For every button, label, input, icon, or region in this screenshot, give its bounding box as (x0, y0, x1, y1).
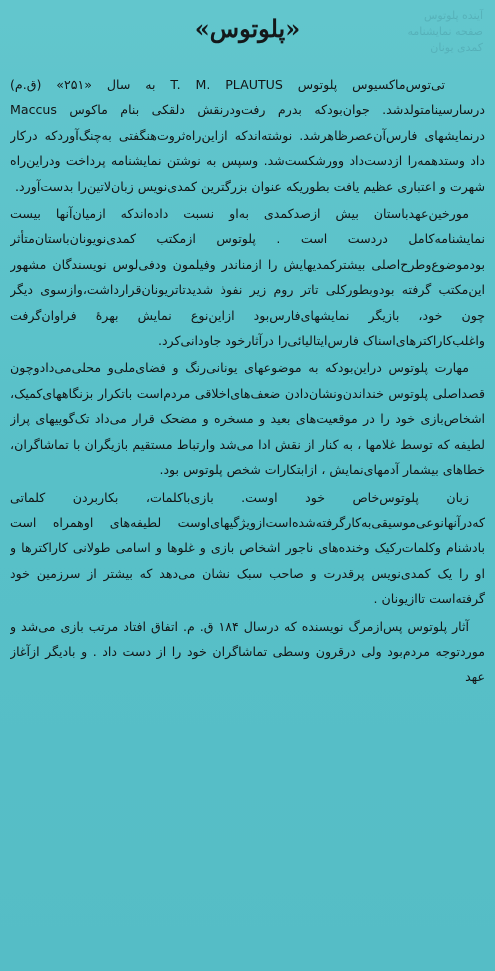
paragraph-4: زبان پلوتوس‌خاص خود اوست. بازی‌باکلمات، بکاربردن کلماتی که‌درآنهانوعی‌موسیقی‌به‌کارگرفته‌شده‌است‌ازویژگیهای‌اوست لطیفه‌های اوهمراه است بادشنام وکلمات‌رکیک وخنده‌های ناجور اشخاص بازی و غلوها و اسامی طولانی کاراکترها و او را یک کمدی‌نویس پرقدرت و صاحب سبک نشان می‌دهد که بیشتر از سرزمین خود گرفته‌است تاازیونان . (10, 489, 485, 607)
paragraph-5: آثار پلوتوس پس‌ازمرگ نویسنده که درسال ۱۸۴ ق. م. اتفاق افتاد مرتب بازی می‌شد و موردتوجه مردم‌بود ولی درقرون وسطی تماشاگران خود را از دست داد . و بادیگر ازآغاز عهد (10, 618, 485, 685)
paragraph-3: مهارت پلوتوس دراین‌بودکه به موضوعهای یونانی‌رنگ و فضای‌ملی‌و محلی‌می‌دادوچون قصداصلی پلوتوس خنداندن‌ونشان‌دادن ضعف‌های‌اخلاقی مردم‌است باتکرار بزنگاههای‌کمیک، اشخاص‌بازی خود را در موقعیت‌های بعید و مسخره و مضحک قرار می‌داد تک‌گوییهای پراز لطیفه که توسط غلامها ، به کنار از نقش ادا می‌شد وارتباط مستقیم بازیگران با تماشاگران، خطاهای بیشمار آدمهای‌نمایش ، ازابتکارات شخص پلوتوس بود. (10, 360, 485, 478)
paragraph-2: مورخین‌عهدباستان بیش ازصدکمدی به‌او نسبت داده‌اندکه ازمیان‌آنها بیست نمایشنامه‌کامل دردست است . پلوتوس ازمکتب کمدی‌نو‌یونان‌باستان‌متأثر بودموضوع‌وطرح‌اصلی بیشترکمدیهایش را ازمناندر وفیلمون ودفی‌لوس نویسندگان مشهور این‌مکتب گرفته بودوبطورکلی تاتر روم زیر نفوذ شدیدتاتریونان‌قرارداشت،وازسوی دیگر چون خود، بازیگر نمایشهای‌فارس‌بود ازاین‌نوع نمایش بهرهٔ فراوان‌گرفت واغلب‌کاراکترهای‌اسناک فارس‌ایتالیائی‌را درآثارخود جاودانی‌کرد. (10, 206, 485, 349)
article-body (10, 72, 485, 967)
paragraph-1: تی‌توس‌ماکسیوس پلوتوس T. M. PLAUTUS به سال «۲۵۱» (ق.م) درسارسینامتولدشد. جوان‌بودکه بدرم رفت‌ودرنقش دلقکی بنام ماکوس Maccus درنمایشهای فارس‌آن‌عصرظاهرشد. نوشته‌اندکه ازاین‌راه‌ثروت‌هنگفتی به‌چنگ‌آوردکه درکار داد وستدهمه‌را ازدست‌داد وورشکست‌شد. وسپس به نوشتن نمایشنامه پرداخت ودراین‌راه شهرت و اعتباری عظیم یافت بطوریکه عنوان بزرگترین کمدی‌نویس زبان‌لاتین‌را بدست‌آورد. (10, 77, 485, 194)
bleed-through-text: آینده پلوتوس صفحه نمایشنامه کمدی یونان (407, 9, 483, 54)
page-title: «پلوتوس» (194, 14, 301, 43)
